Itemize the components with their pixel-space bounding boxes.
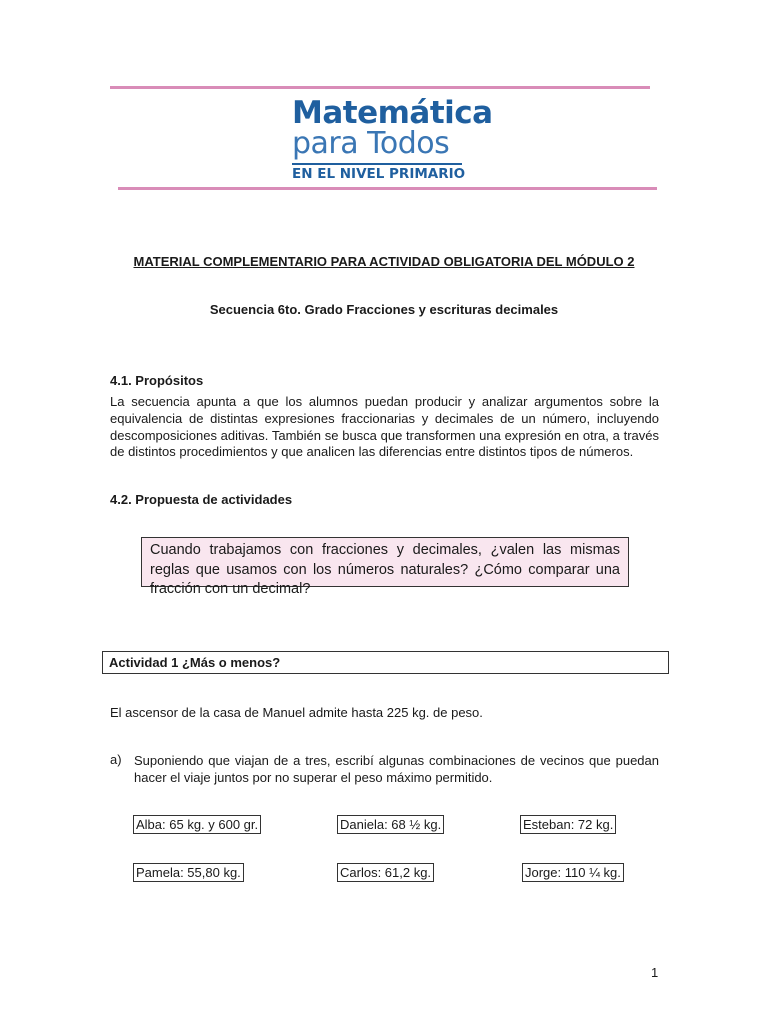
- neighbor-weight-box: Jorge: 110 ¼ kg.: [522, 863, 624, 882]
- activity-1-intro: El ascensor de la casa de Manuel admite hasta 225 kg. de peso.: [110, 705, 483, 720]
- header-top-rule: [110, 86, 650, 89]
- document-subtitle: Secuencia 6to. Grado Fracciones y escrituras decimales: [209, 302, 559, 317]
- page-number: 1: [651, 965, 659, 980]
- logo-divider: [292, 163, 462, 165]
- activity-1-title: Actividad 1 ¿Más o menos?: [102, 651, 669, 674]
- item-a-label: a): [110, 752, 122, 767]
- item-a-text: Suponiendo que viajan de a tres, escribí algunas combinaciones de vecinos que puedan hacer el viaje juntos por no superar el peso máximo permitido.: [134, 753, 659, 785]
- guiding-question-box: Cuando trabajamos con fracciones y decimales, ¿valen las mismas reglas que usamos con los números naturales? ¿Cómo comparar una fracción con un decimal?: [141, 537, 629, 587]
- section-purposes-heading: 4.1. Propósitos: [110, 373, 204, 388]
- neighbor-weight-box: Carlos: 61,2 kg.: [337, 863, 434, 882]
- logo-subtitle: para Todos: [292, 126, 450, 161]
- logo-tagline: EN EL NIVEL PRIMARIO: [292, 166, 466, 182]
- section-purposes-text: La secuencia apunta a que los alumnos puedan producir y analizar argumentos sobre la equivalencia de distintas expresiones fraccionarias y decimales de un número, incluyendo descomposiciones aditivas. También se busca que transformen una expresión en otra, a través de distintos procedimientos y que analicen las diferencias entre distintos tipos de números.: [110, 394, 659, 460]
- neighbor-weight-box: Esteban: 72 kg.: [520, 815, 616, 834]
- neighbor-weight-box: Alba: 65 kg. y 600 gr.: [133, 815, 261, 834]
- document-title: MATERIAL COMPLEMENTARIO PARA ACTIVIDAD OBLIGATORIA DEL MÓDULO 2: [133, 254, 635, 269]
- header-bottom-rule: [118, 187, 657, 190]
- neighbor-weight-box: Pamela: 55,80 kg.: [133, 863, 244, 882]
- section-activities-heading: 4.2. Propuesta de actividades: [110, 492, 293, 507]
- logo-title: Matemática: [292, 95, 493, 131]
- neighbor-weight-box: Daniela: 68 ½ kg.: [337, 815, 444, 834]
